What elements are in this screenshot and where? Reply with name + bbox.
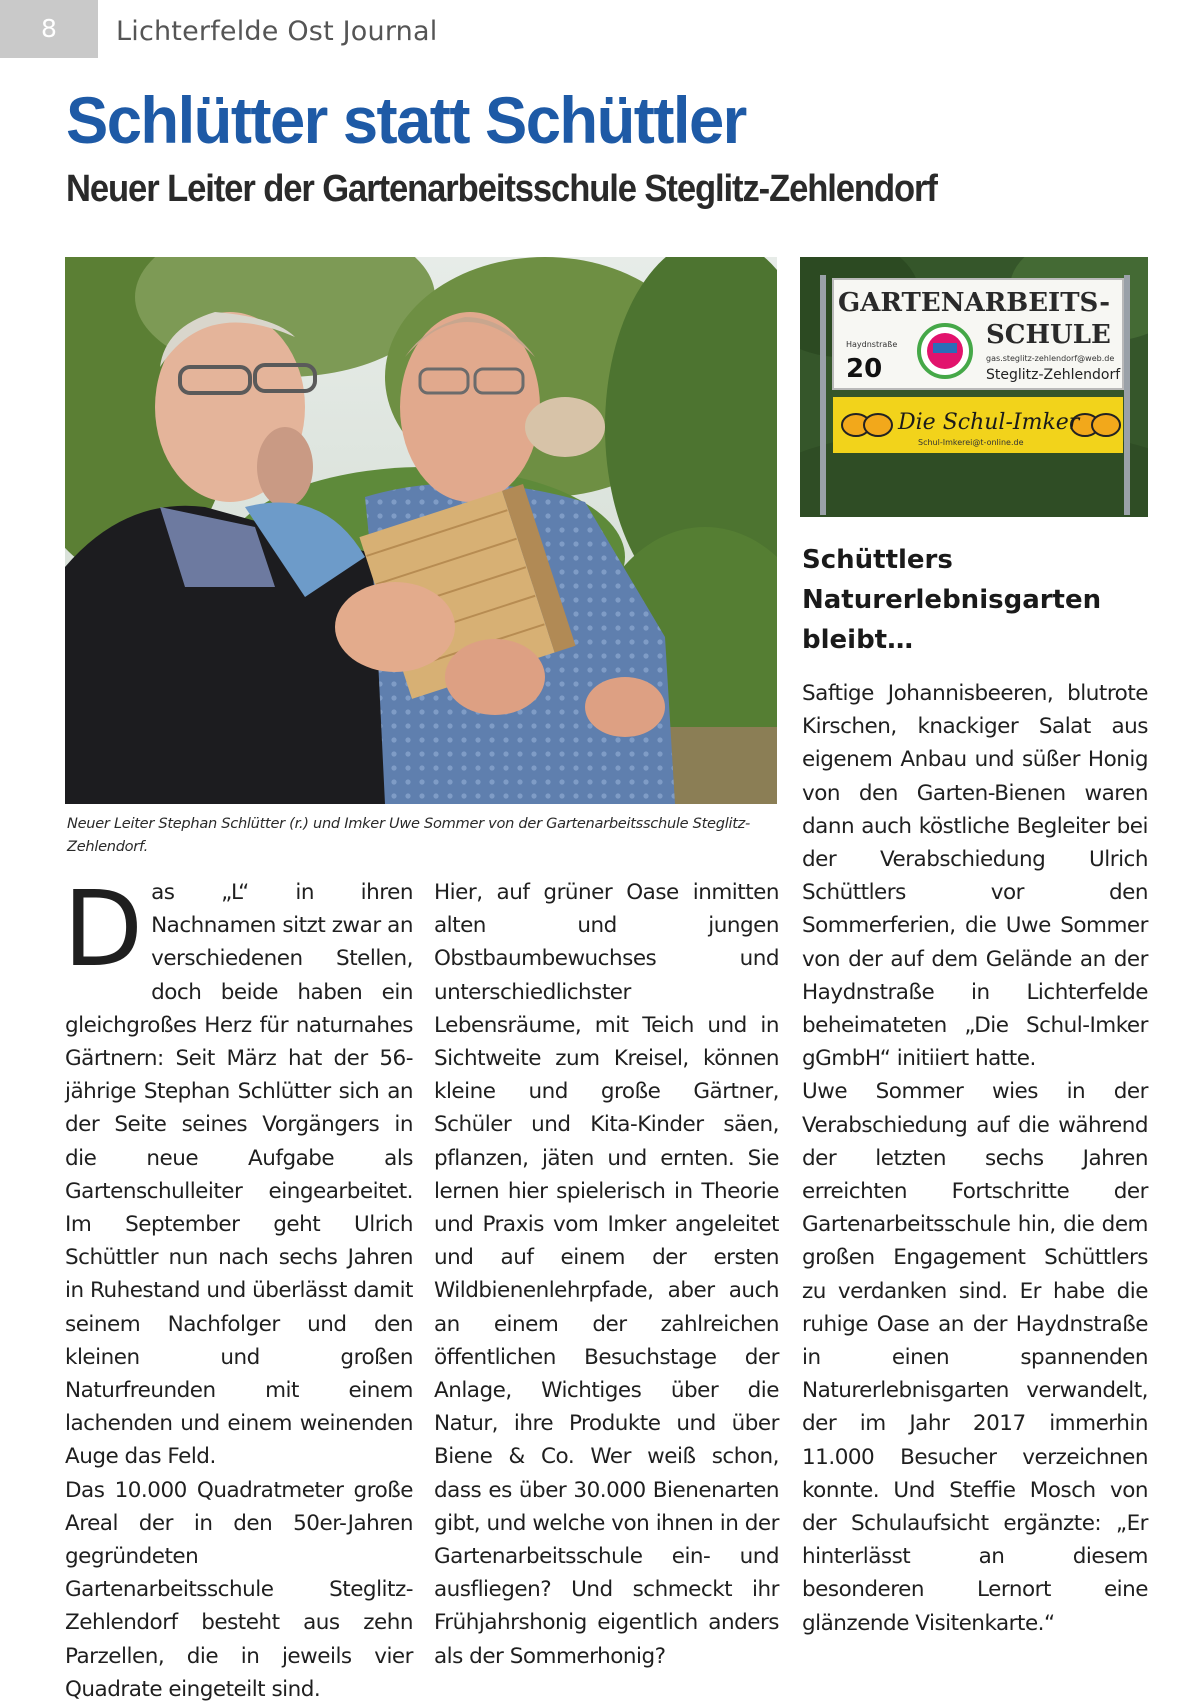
article-subheadline: Neuer Leiter der Gartenarbeitsschule Steglitz-Zehlendorf (66, 168, 937, 210)
journal-name: Lichterfelde Ost Journal (116, 16, 438, 47)
sign-photo (800, 257, 1148, 517)
article-paragraph-5: Uwe Sommer wies in der Verabschiedung auf die während der letzten sechs Jahren erreichten Fortschritte der Gartenarbeitsschule hin, die dem großen Engagement Schüttlers zu verdanken sind. Er habe die ruhige Oase an der Haydnstraße in einen spannenden Naturerlebnisgarten verwandelt, der im Jahr 2017 immerhin 11.000 Besucher verzeichnen konnte. Und Steffie Mosch von der Schulaufsicht ergänzte: „Er hinterlässt an diesem besonderen Lernort eine glänzende Visitenkarte.“ (802, 1079, 1148, 1636)
article-column-1 (63, 868, 413, 1703)
school-sign-illustration (800, 257, 1148, 517)
side-heading: Schüttlers Naturerlebnisgarten bleibt… (802, 545, 1102, 655)
sign-street: Haydnstraße (846, 340, 898, 349)
page-number: 8 (41, 14, 57, 43)
article-column-2 (434, 876, 779, 1673)
sign-email: gas.steglitz-zehlendorf@web.de (986, 354, 1115, 363)
article-column-3 (802, 677, 1148, 1640)
sign-title-line2: SCHULE (986, 320, 1111, 350)
article-paragraph-1-text: as „L“ in ihren Nachnamen sitzt zwar an verschiedenen Stellen, doch beide haben ein gleichgroßes Herz für naturnahes Gärtnern: Seit März hat der 56-jährige Stephan Schlütter sich an der Seite seines Vorgängers in die neue Aufgabe als Gartenschulleiter eingearbeitet. Im September geht Ulrich Schüttler nun nach sechs Jahren in Ruhestand und überlässt damit seinem Nachfolger und den kleinen und großen Naturfreunden mit einem lachenden und einem weinenden Auge das Feld. (65, 880, 413, 1470)
drop-cap: D (63, 868, 144, 990)
article-paragraph-3: Hier, auf grüner Oase inmitten alten und jungen Obstbaumbewuchses und unterschiedlichster Lebensräume, mit Teich und in Sichtweite zum Kreisel, können kleine und große Gärtner, Schüler und Kita-Kinder säen, pflanzen, jäten und ernten. Sie lernen hier spielerisch in Theorie und Praxis vom Imker angeleitet und auf einem der ersten Wildbienenlehrpfade, aber auch an einem der zahlreichen öffentlichen Besuchstage der Anlage, Wichtiges über die Natur, ihre Produkte und über Biene & Co. Wer weiß schon, dass es über 30.000 Bienenarten gibt, und welche von ihnen in der Gartenarbeitsschule ein- und ausfliegen? Und schmeckt ihr Frühjahrshonig eigentlich anders als der Sommerhonig? (434, 880, 779, 1669)
sign-imker-email: Schul-Imkerei@t-online.de (918, 438, 1024, 447)
main-photo (65, 257, 777, 804)
article-paragraph-4: Saftige Johannisbeeren, blutrote Kirschen, knackiger Salat aus eigenem Anbau und süßer Honig von den Garten-Bienen waren dann auch köstliche Begleiter bei der Verabschiedung Ulrich Schüttlers vor den Sommerferien, die Uwe Sommer von der auf dem Gelände an der Haydnstraße in Lichterfelde beheimateten „Die Schul-Imker gGmbH“ initiiert hatte. (802, 681, 1148, 1072)
sign-title-line1: GARTENARBEITS- (838, 288, 1111, 318)
main-photo-illustration (65, 257, 777, 804)
sign-district: Steglitz-Zehlendorf (986, 367, 1121, 383)
article-paragraph-1 (63, 868, 413, 1474)
article-headline: Schlütter statt Schüttler (66, 83, 746, 157)
sign-number: 20 (846, 354, 883, 384)
article-paragraph-2: Das 10.000 Quadratmeter große Areal der in den 50er-Jahren gegründeten Gartenarbeitsschule Steglitz-Zehlendorf besteht aus zehn Parzellen, die in jeweils vier Quadrate eingeteilt sind. (65, 1477, 413, 1702)
photo-caption: Neuer Leiter Stephan Schlütter (r.) und Imker Uwe Sommer von der Gartenarbeitsschule Steglitz-Zehlendorf. (67, 815, 750, 855)
sign-imker-name: Die Schul-Imker (898, 410, 1080, 435)
